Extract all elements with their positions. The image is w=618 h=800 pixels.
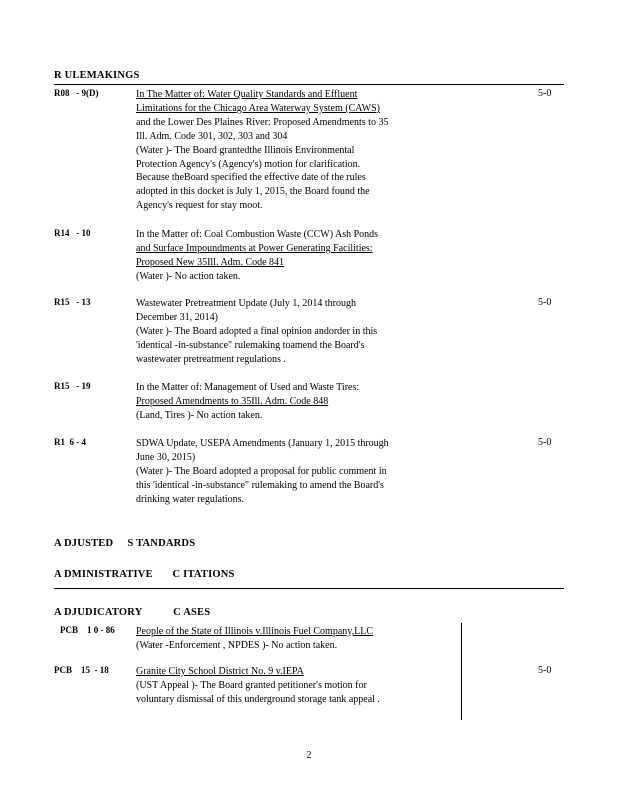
vote-tally: 5-0 [538, 297, 552, 308]
entry-body [136, 88, 441, 213]
entry-body [136, 437, 441, 507]
entry-text-line: Ill. Adm. Code 301, 302, 303 and 304 [136, 130, 288, 142]
entry-text-line: this 'identical -in-substance" rulemaking to amend the Board's [136, 479, 384, 491]
docket-number: R1 6 - 4 [54, 437, 86, 447]
entry-text-line: June 30, 2015) [136, 451, 196, 463]
case-title-link[interactable]: Proposed Amendments to 35Ill. Adm. Code 848 [136, 395, 329, 407]
docket-number: PCB 1 0 - 86 [60, 625, 115, 635]
entry-text-line: Because theBoard specified the effective date of the rules [136, 172, 366, 184]
case-title-link[interactable]: Proposed New 35Ill. Adm. Code 841 [136, 256, 285, 268]
vote-tally: 5-0 [538, 88, 552, 99]
section-divider [54, 84, 564, 85]
entry-text-line: Protection Agency's (Agency's) motion for clarification. [136, 158, 361, 170]
entry-text-line: Agency's request for stay moot. [136, 200, 263, 212]
docket-number: R08 - 9(D) [54, 88, 99, 98]
docket-number: R14 - 10 [54, 228, 91, 238]
entry-text-line: (Water )- The Board adopted a final opinion andorder in this [136, 325, 378, 337]
page-number: 2 [306, 750, 312, 761]
case-title-link[interactable]: and Surface Impoundments at Power Generating Facilities: [136, 242, 373, 254]
column-rule [461, 623, 462, 720]
entry-text-line: December 31, 2014) [136, 311, 218, 323]
docket-number: PCB 15 - 18 [54, 665, 109, 675]
vote-tally: 5-0 [538, 665, 552, 676]
entry-text-line: voluntary dismissal of this underground storage tank appeal . [136, 693, 380, 705]
case-title-link[interactable]: Granite City School District No. 9 v.IEPA [136, 666, 304, 677]
entry-text-line: (Land, Tires )- No action taken. [136, 409, 263, 421]
section-divider [54, 588, 564, 589]
entry-text-line: Wastewater Pretreatment Update (July 1, 2014 through [136, 298, 356, 309]
entry-body [136, 625, 456, 653]
section-title-adjudicatory-cases: A DJUDICATORY C ASES [54, 607, 211, 618]
entry-body [136, 381, 441, 423]
entry-text-line: (Water )- The Board grantedthe Illinois Environmental [136, 144, 355, 156]
entry-text-line: SDWA Update, USEPA Amendments (January 1, 2015 through [136, 438, 389, 449]
entry-text-line: (UST Appeal )- The Board granted petitioner's motion for [136, 679, 367, 691]
docket-number: R15 - 19 [54, 381, 91, 391]
section-title-rulemakings: R ULEMAKINGS [54, 70, 140, 81]
section-title-administrative-citations: A DMINISTRATIVE C ITATIONS [54, 569, 235, 580]
entry-text-line: and the Lower Des Plaines River: Proposed Amendments to 35 [136, 116, 389, 128]
section-title-adjusted-standards: A DJUSTED S TANDARDS [54, 538, 196, 549]
entry-text-line: (Water )- No action taken. [136, 270, 241, 282]
case-title-link[interactable]: In The Matter of: Water Quality Standards and Effluent [136, 89, 358, 100]
case-title-link[interactable]: Limitations for the Chicago Area Waterway System (CAWS) [136, 102, 380, 114]
entry-text-line: In the Matter of: Coal Combustion Waste (CCW) Ash Ponds [136, 229, 379, 240]
entry-body [136, 297, 441, 367]
entry-body [136, 228, 441, 284]
vote-tally: 5-0 [538, 437, 552, 448]
case-title-link[interactable]: People of the State of Illinois v.Illinois Fuel Company,LLC [136, 626, 374, 637]
entry-text-line: 'identical -in-substance" rulemaking toamend the Board's [136, 339, 365, 351]
docket-number: R15 - 13 [54, 297, 91, 307]
entry-text-line: adopted in this docket is July 1, 2015, the Board found the [136, 186, 370, 198]
entry-text-line: In the Matter of: Management of Used and Waste Tires: [136, 382, 360, 393]
entry-text-line: drinking water regulations. [136, 493, 245, 505]
entry-text-line: (Water -Enforcement , NPDES )- No action taken. [136, 639, 338, 651]
entry-body [136, 665, 456, 707]
entry-text-line: (Water )- The Board adopted a proposal for public comment in [136, 465, 387, 477]
entry-text-line: wastewater pretreatment regulations . [136, 353, 286, 365]
